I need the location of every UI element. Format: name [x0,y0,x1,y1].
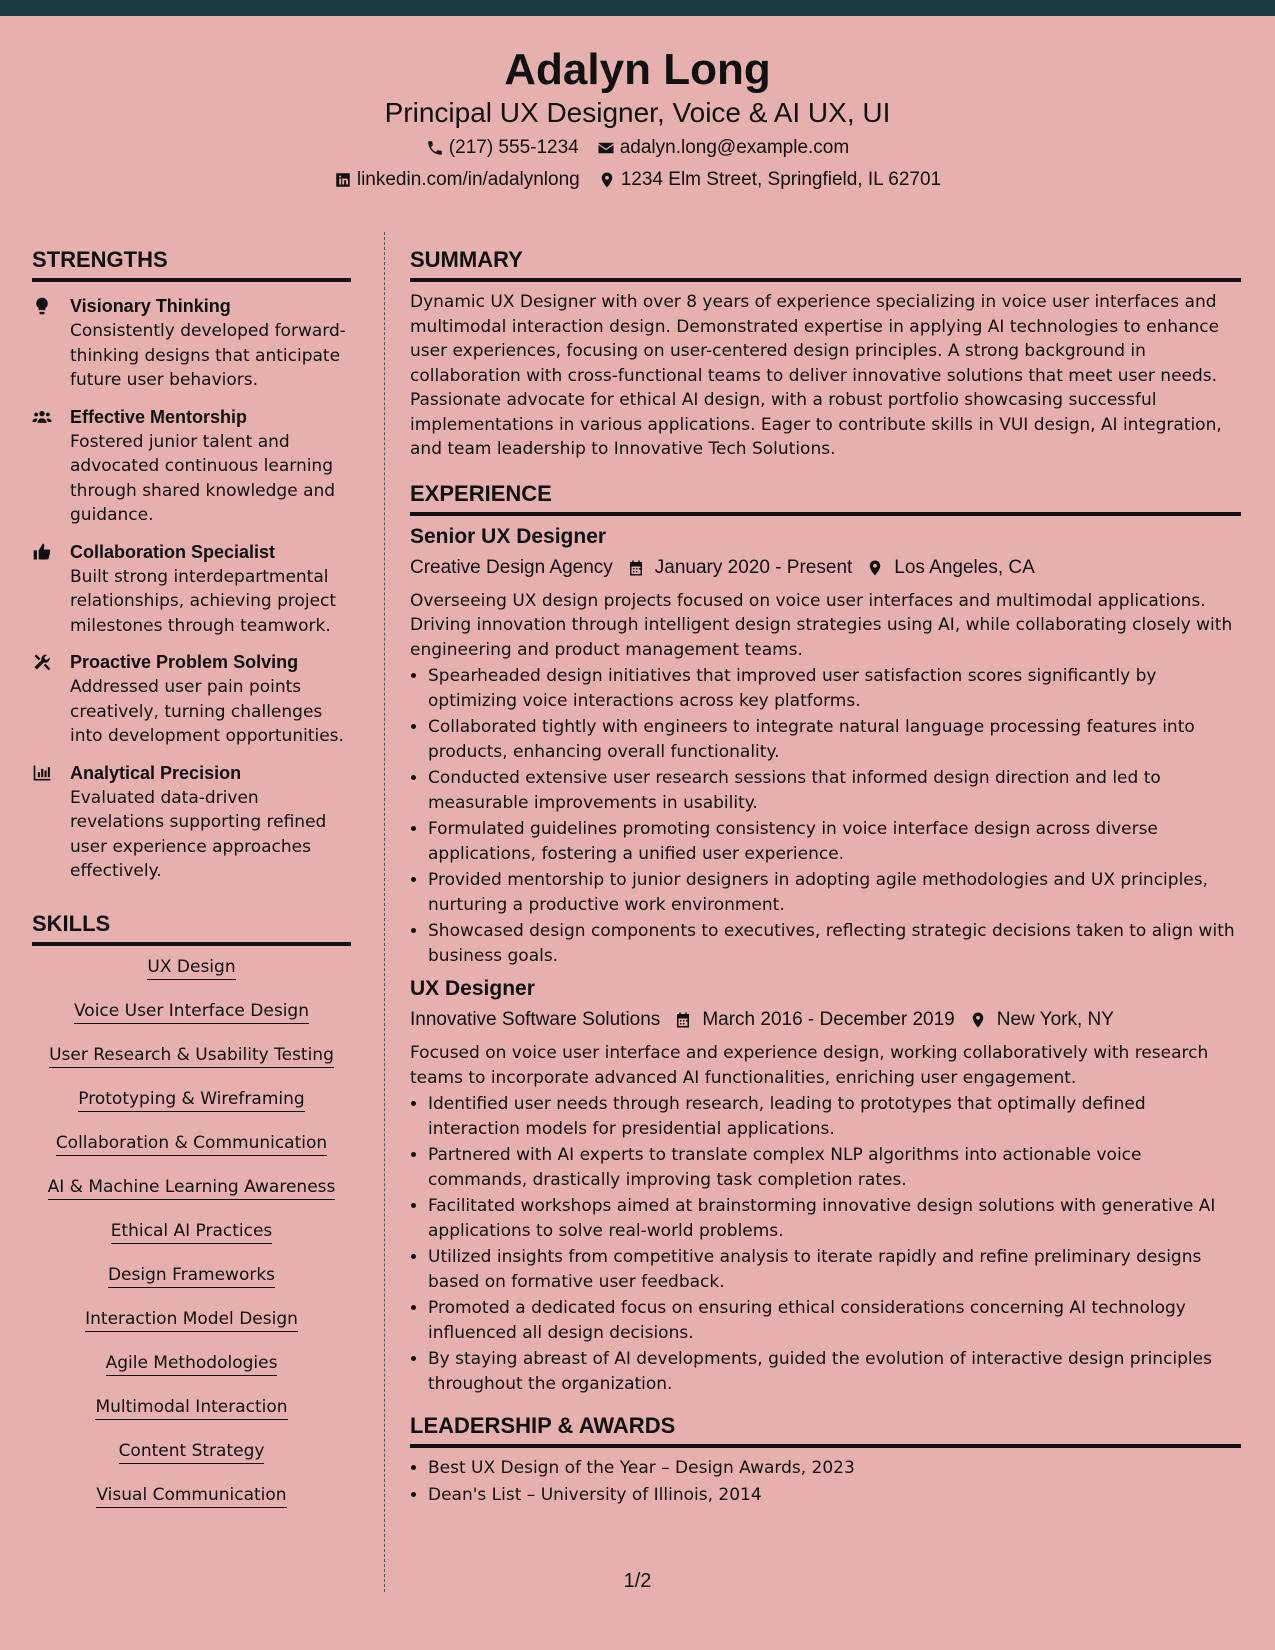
map-pin-icon [866,559,884,577]
job-location: Los Angeles, CA [894,556,1035,578]
email-text: adalyn.long@example.com [619,137,850,158]
skill-label: Visual Communication [96,1484,286,1508]
strength-desc: Addressed user pain points creatively, turning challenges into development opportunities. [70,677,344,746]
skill-label: Collaboration & Communication [56,1132,327,1156]
bullet-item: • Showcased design components to executives, reflecting strategic decisions taken to align with business goals. [428,919,1241,968]
skill-item [32,1000,351,1024]
left-column [32,244,351,1528]
job-dates: March 2016 - December 2019 [702,1009,955,1030]
strength-desc: Built strong interdepartmental relationships, achieving project milestones through teamwork. [70,566,337,636]
strength-item [32,405,351,528]
strength-desc: Consistently developed forward-thinking designs that anticipate future user behaviors. [70,321,346,390]
skill-label: Content Strategy [119,1440,265,1464]
skill-item [32,1484,351,1508]
summary-text: Dynamic UX Designer with over 8 years of experience specializing in voice user interfaces and multimodal interaction design. Demonstrated expertise in applying AI technologies to enhance user experiences, focusing on user-centered design principles. A strong background in collaboration with cross-functional teams to deliver innovative solutions that meet user needs. Passionate advocate for ethical AI design, with a robust portfolio showcasing successful implementations in various applications. Eager to contribute skills in VUI design, AI integration, and team leadership to Innovative Tech Solutions. [410,292,1222,459]
bullet-item: • Conducted extensive user research sessions that informed design direction and led to measurable improvements in usability. [428,766,1241,815]
skill-label: Design Frameworks [108,1264,275,1288]
skill-label: Prototyping & Wireframing [78,1088,304,1112]
strength-title: Visionary Thinking [70,296,231,316]
strength-title: Analytical Precision [70,762,242,783]
linkedin-text: linkedin.com/in/adalynlong [356,169,580,190]
bullet-item: • Promoted a dedicated focus on ensuring ethical considerations concerning AI technology influenced all design decisions. [428,1296,1241,1345]
top-accent-bar [0,0,1275,16]
awards-list [410,1456,1241,1507]
bullet-item: • Formulated guidelines promoting consistency in voice interface design across diverse applications, fostering a unified user experience. [428,817,1241,866]
skill-item [32,1132,351,1156]
skill-label: Multimodal Interaction [95,1396,287,1420]
strength-item [32,294,351,393]
strength-title: Collaboration Specialist [70,541,276,562]
strength-desc: Fostered junior talent and advocated continuous learning through shared knowledge and guidance. [70,431,336,525]
job-title: Senior UX Designer [410,524,607,548]
linkedin-contact[interactable] [334,166,580,194]
resume-header [0,16,1275,204]
map-pin-icon [598,171,616,189]
skill-item [32,1264,351,1288]
job-company: Creative Design Agency [410,556,613,578]
address-text: 1234 Elm Street, Springfield, IL 62701 [620,169,942,190]
phone-contact [426,134,579,162]
phone-text: (217) 555-1234 [448,137,579,158]
users-icon [32,407,52,427]
calendar-icon [674,1011,692,1029]
strength-title: Effective Mentorship [70,406,248,427]
job-bullets [410,664,1241,968]
contact-row-2 [0,166,1275,194]
skill-item [32,1044,351,1068]
calendar-icon [627,559,645,577]
bullet-item: • Facilitated workshops aimed at brainstorming innovative design solutions with generative AI applications to solve real-world problems. [428,1194,1241,1243]
bullet-item: • Identified user needs through research, leading to prototypes that optimally defined interaction models for presidential applications. [428,1092,1241,1141]
skill-item [32,956,351,980]
skill-label: Agile Methodologies [106,1352,278,1376]
skill-label: Ethical AI Practices [111,1220,273,1244]
skill-label: Interaction Model Design [85,1308,298,1332]
skill-item [32,1440,351,1464]
award-item: • Dean's List – University of Illinois, 2014 [428,1483,1241,1508]
phone-icon [426,139,444,157]
skill-item [32,1088,351,1112]
map-pin-icon [969,1011,987,1029]
summary-heading: SUMMARY [410,244,1241,282]
job-bullets [410,1092,1241,1396]
job-location: New York, NY [996,1009,1114,1030]
strength-desc: Evaluated data-driven revelations supporting refined user experience approaches effectively. [70,787,327,881]
candidate-title: Principal UX Designer, Voice & AI UX, UI [384,97,891,128]
bullet-item: • By staying abreast of AI developments, guided the evolution of interactive design principles throughout the organization. [428,1347,1241,1396]
bullet-item: • Partnered with AI experts to translate complex NLP algorithms into actionable voice commands, drastically improving task completion rates. [428,1143,1241,1192]
job-meta [410,1005,1241,1035]
job-description: Overseeing UX design projects focused on voice user interfaces and multimodal applications. Driving innovation through intelligent design strategies using AI, while collaborating closely with engineering and product management teams. [410,590,1233,660]
skill-label: AI & Machine Learning Awareness [48,1176,336,1200]
job-meta [410,553,1241,583]
job-company: Innovative Software Solutions [410,1009,661,1030]
job-title: UX Designer [410,977,535,1000]
strength-item [32,761,351,884]
right-column [410,244,1241,1509]
address-contact [598,166,941,194]
award-item: • Best UX Design of the Year – Design Awards, 2023 [428,1456,1241,1481]
job-description: Focused on voice user interface and experience design, working collaboratively with research teams to incorporate advanced AI functionalities, enriching user engagement. [410,1043,1209,1088]
strength-item [32,540,351,639]
skills-list [32,956,351,1508]
candidate-name: Adalyn Long [504,45,771,94]
thumbs-up-icon [32,542,52,562]
bar-chart-icon [32,763,52,783]
linkedin-icon [334,171,352,189]
skill-item [32,1308,351,1332]
page-number: 1/2 [623,1570,652,1592]
bullet-item: • Utilized insights from competitive analysis to iterate rapidly and refine preliminary designs based on formative user feedback. [428,1245,1241,1294]
job-entry [410,522,1241,969]
skill-label: UX Design [147,956,235,980]
contact-row-1 [0,134,1275,162]
skill-item [32,1352,351,1376]
experience-heading: EXPERIENCE [410,478,1241,516]
bullet-item: • Collaborated tightly with engineers to integrate natural language processing features into products, enhancing overall functionality. [428,715,1241,764]
skills-heading: SKILLS [32,908,351,946]
email-contact[interactable] [597,134,849,162]
envelope-icon [597,139,615,157]
column-divider [384,232,385,1592]
job-entry [410,974,1241,1396]
strength-item [32,650,351,749]
skill-item [32,1176,351,1200]
tools-icon [32,652,52,672]
awards-heading: LEADERSHIP & AWARDS [410,1410,1241,1448]
bullet-item: • Provided mentorship to junior designers in adopting agile methodologies and UX principles, nurturing a productive work environment. [428,868,1241,917]
strengths-heading: STRENGTHS [32,244,351,282]
lightbulb-icon [32,296,52,316]
skill-label: Voice User Interface Design [74,1000,309,1024]
strength-title: Proactive Problem Solving [70,652,299,672]
bullet-item: • Spearheaded design initiatives that improved user satisfaction scores significantly by optimizing voice interactions across key platforms. [428,664,1241,713]
skill-label: User Research & Usability Testing [49,1044,334,1068]
skill-item [32,1220,351,1244]
skill-item [32,1396,351,1420]
job-dates: January 2020 - Present [654,556,853,578]
